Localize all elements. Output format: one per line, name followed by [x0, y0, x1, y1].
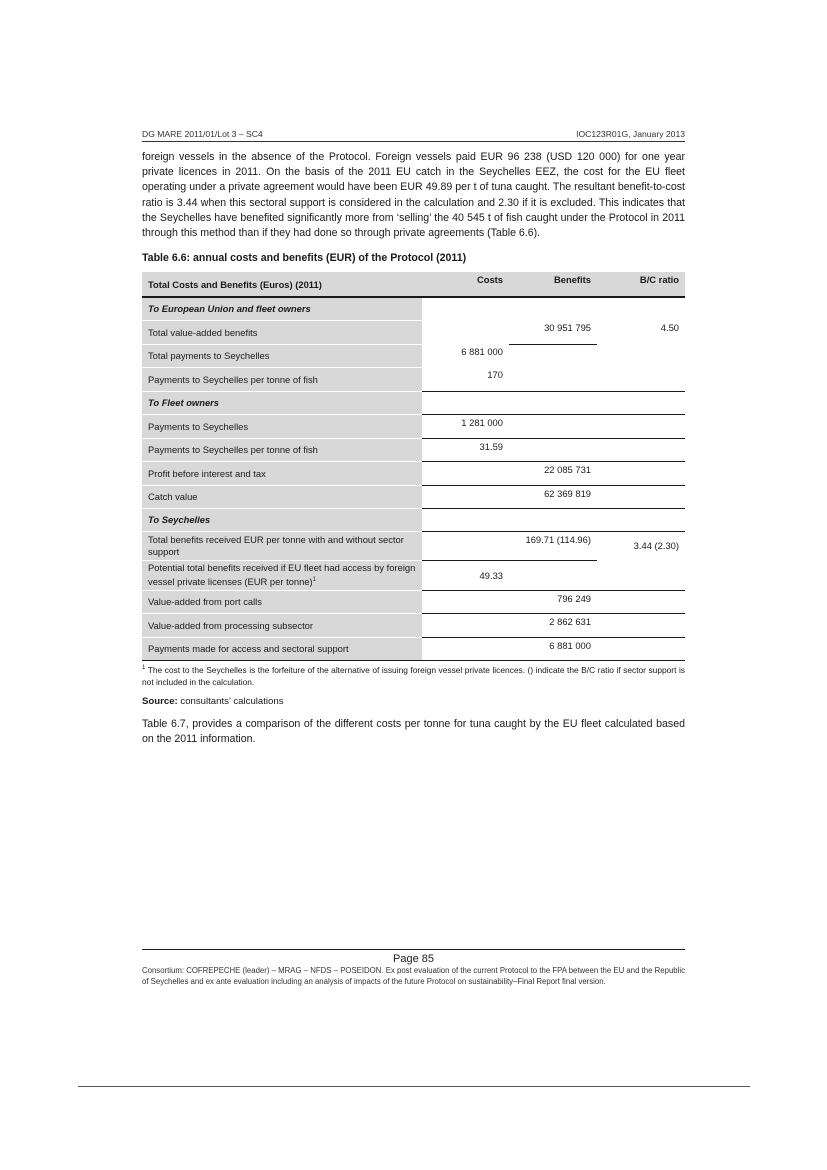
row-label	[142, 560, 422, 590]
cell-costs: 170	[422, 367, 509, 391]
row-label: Profit before interest and tax	[142, 461, 422, 485]
cell-bc	[597, 637, 685, 660]
section-row	[142, 391, 685, 414]
cell-costs	[422, 461, 509, 485]
cell-benefits	[509, 438, 597, 461]
cell-benefits: 62 369 819	[509, 485, 597, 508]
table-caption: Table 6.6: annual costs and benefits (EUR) of the Protocol (2011)	[142, 252, 467, 264]
table-row	[142, 414, 685, 438]
header-cell-benefits: Benefits	[509, 272, 597, 297]
cell-costs	[422, 320, 509, 344]
cell-costs	[422, 531, 509, 560]
cell-bc	[597, 590, 685, 613]
cell-benefits	[509, 367, 597, 391]
row-label: Total benefits received EUR per tonne with and without sector support	[142, 531, 422, 560]
table-header-row	[142, 272, 685, 297]
cell-bc	[597, 344, 685, 367]
cell-costs	[422, 485, 509, 508]
header-right: IOC123R01G, January 2013	[576, 129, 685, 139]
cell-bc	[597, 367, 685, 391]
row-label: Payments to Seychelles per tonne of fish	[142, 367, 422, 391]
cell-benefits	[509, 344, 597, 367]
row-label: Value-added from port calls	[142, 590, 422, 613]
row-label-text: Potential total benefits received if EU fleet had access by foreign vessel private licenses (EUR per tonne)	[148, 561, 416, 588]
table-row	[142, 320, 685, 344]
cell-benefits: 30 951 795	[509, 320, 597, 344]
section-label-seychelles: To Seychelles	[142, 508, 422, 531]
footnote-marker: 1	[312, 576, 316, 583]
row-label: Value-added from processing subsector	[142, 613, 422, 637]
cell-costs: 31.59	[422, 438, 509, 461]
table-row	[142, 637, 685, 660]
source-line	[142, 696, 284, 707]
cell-benefits	[509, 414, 597, 438]
cell-benefits: 6 881 000	[509, 637, 597, 660]
cell-benefits: 22 085 731	[509, 461, 597, 485]
header-cell-bc: B/C ratio	[597, 272, 685, 297]
cell-benefits	[509, 560, 597, 590]
table-row	[142, 613, 685, 637]
cell-bc	[597, 560, 685, 590]
cell-bc	[597, 485, 685, 508]
cell-bc	[597, 461, 685, 485]
source-label: Source:	[142, 696, 178, 707]
row-label: Payments to Seychelles per tonne of fish	[142, 438, 422, 461]
table-row	[142, 485, 685, 508]
cell-costs	[422, 590, 509, 613]
cell-costs: 49.33	[422, 560, 509, 590]
header-cell-costs: Costs	[422, 272, 509, 297]
footnote-number: 1	[142, 665, 146, 671]
row-label: Total payments to Seychelles	[142, 344, 422, 367]
row-label: Total value-added benefits	[142, 320, 422, 344]
cell-costs	[422, 613, 509, 637]
cell-costs: 1 281 000	[422, 414, 509, 438]
cell-bc: 3.44 (2.30)	[633, 540, 679, 552]
cell-bc	[597, 438, 685, 461]
header-cell-label: Total Costs and Benefits (Euros) (2011)	[142, 272, 422, 297]
cell-costs	[422, 637, 509, 660]
footnote-text: The cost to the Seychelles is the forfeiture of the alternative of issuing foreign vessel private licences. () indicate the B/C ratio if sector support is not included in the calculation.	[142, 664, 685, 687]
cell-bc: 4.50	[660, 322, 679, 333]
row-label: Payments to Seychelles	[142, 414, 422, 438]
row-label: Catch value	[142, 485, 422, 508]
table-row	[142, 344, 685, 367]
consortium-note: Consortium: COFREPECHE (leader) – MRAG – NFDS – POSEIDON. Ex post evaluation of the current Protocol to the FPA between the EU and the Republic of Seychelles and ex ante evaluation including an analysis of impacts of the future Protocol on sustainability–Final Report final version.	[142, 966, 685, 986]
section-row	[142, 297, 685, 320]
table-row	[142, 560, 685, 590]
page-divider	[78, 1086, 750, 1087]
table-row	[142, 590, 685, 613]
section-label-eu: To European Union and fleet owners	[142, 297, 422, 320]
source-text: consultants’ calculations	[180, 696, 284, 707]
body-paragraph: Table 6.7, provides a comparison of the different costs per tonne for tuna caught by the EU fleet calculated based on the 2011 information.	[142, 718, 685, 745]
header-left: DG MARE 2011/01/Lot 3 – SC4	[142, 129, 263, 139]
cell-benefits: 169.71 (114.96)	[509, 531, 597, 560]
table-row	[142, 367, 685, 391]
cell-benefits: 796 249	[509, 590, 597, 613]
cost-benefit-table	[142, 272, 685, 661]
cell-bc	[597, 414, 685, 438]
row-label: Payments made for access and sectoral support	[142, 637, 422, 660]
cell-bc	[597, 613, 685, 637]
section-label-fleet: To Fleet owners	[142, 391, 422, 414]
table-row	[142, 531, 685, 560]
page-footer	[142, 949, 685, 987]
table-row	[142, 438, 685, 461]
section-row	[142, 508, 685, 531]
intro-paragraph: foreign vessels in the absence of the Protocol. Foreign vessels paid EUR 96 238 (USD 120 000) for one year private licences in 2011. On the basis of the 2011 EU catch in the Seychelles EEZ, the cost for the EU fleet operating under a private agreement would have been EUR 49.89 per t of tuna caught. The resultant benefit-to-cost ratio is 3.44 when this sectoral support is considered in the calculation and 2.30 if it is excluded. This indicates that the Seychelles have benefited significantly more from ‘selling’ the 40 545 t of fish caught under the Protocol in 2011 through this method than if they had done so through private agreements (Table 6.6).	[142, 151, 685, 240]
page-number: Page 85	[393, 953, 434, 965]
table-row	[142, 461, 685, 485]
cell-benefits: 2 862 631	[509, 613, 597, 637]
running-header	[142, 128, 685, 142]
table-footnote	[142, 662, 685, 688]
cell-costs: 6 881 000	[461, 346, 503, 357]
